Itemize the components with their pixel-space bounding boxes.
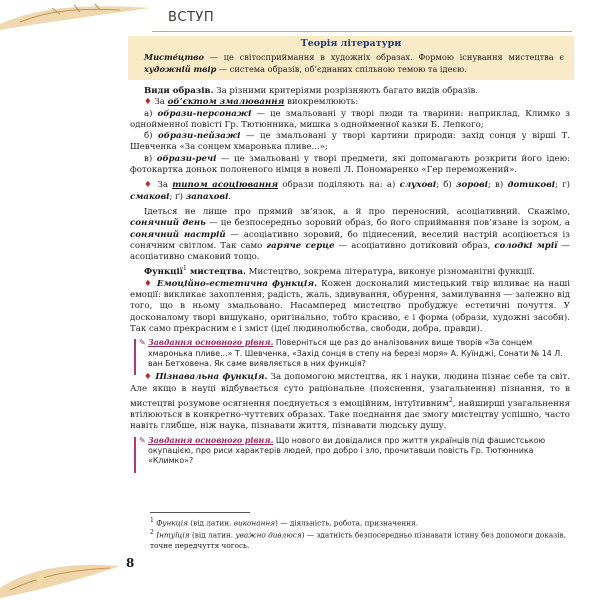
term-art: Мисте́цтво — [144, 52, 204, 62]
footnotes — [150, 516, 570, 551]
task-block: ✎ Завдання основного рівня. Що нового ви довідалися про життя українців під фашистською окупацією, про риси характерів людей, про добро і зло, прочитавши повість Гр. Тютюнника «Климко»? — [130, 436, 570, 467]
kinds-paragraph: Види образів. За різними критеріями розрізняють багато видів образів. — [144, 86, 479, 96]
header-divider — [152, 31, 572, 32]
list-item: б) образи-пейзажі — це змальовані у творі картини природи: захід сонця у вірші Т. Шевченка «За сонцем хмаронька пливе...»; — [130, 131, 570, 153]
diamond-bullet-icon: ♦ — [144, 372, 156, 383]
diamond-bullet-icon: ♦ — [144, 97, 152, 108]
by-object-paragraph: ♦ За об’єктом змалювання виокремлюють: — [144, 97, 359, 108]
diamond-bullet-icon: ♦ — [144, 180, 154, 191]
footnote-divider — [150, 512, 250, 513]
main-content — [130, 86, 570, 470]
section-title: ВСТУП — [168, 10, 215, 25]
page-number: 8 — [126, 556, 135, 570]
cognitive-function-paragraph: ♦ Пізнавальна функція. За допомогою мистецтва, як і науки, людина пізнає себе та світ. Але якщо в науці відбувається суто раціональне (пояснення, узагальнення) пізнання, то в мистецтві розумове осягнення поєднується з емоційним, інтуїтивним$^2$, найширші узагальнення втілюються в конкретно-чуттєвих образах. Таке поєднання дає змогу мистецтву успішно, часто навіть глибше, ніж наука, пізнавати життя, пізнавати людську душу. — [130, 372, 570, 432]
task-block: ✎ Завдання основного рівня. Поверніться ще раз до аналізованих вище творів «За сонцем хмаронька пливе...» Т. Шевченка, «Захід сонця в степу на березі моря» А. Куїнджі, Сонати № 14 Л. ван Бетховена. Як саме виявляється в них функція? — [130, 338, 570, 369]
theory-box-text: Мисте́цтво — це світосприймання в художніх образах. Формою існування мистецтва є художній твір — система образів, об’єднаних спільною темою та ідеєю. — [144, 52, 564, 74]
functions-paragraph: Функції$^1$ мистецтва. Мистецтво, зокрема література, виконує різноманітні функції. — [144, 265, 535, 278]
list-item: в) образи-речі — це змальовані у творі предмети, які допомагають розкрити його ідею: фотокартка доньок полоненого німця в новелі Л. Пономаренко «Гер переможений». — [130, 153, 570, 176]
theory-box-title: Теорія літератури — [300, 38, 402, 49]
pencil-icon: ✎ — [139, 338, 146, 348]
task-bar — [134, 437, 136, 473]
theory-box — [128, 36, 574, 80]
term-artwork: художній твір — [144, 64, 217, 74]
footnote: $^2$ Інтуїція (від латин. уважно дивлюся) — здатність безпосередньо пізнавати істину без допомоги доказів, точне передчуття чогось. — [150, 529, 566, 550]
task-bar — [134, 339, 136, 375]
footer-leaf-ornament-icon — [0, 548, 130, 600]
assoc-paragraph: ♦ За типом асоціювання образи поділяють на: а) слухові; б) зорові; в) дотикові; г) смакові; ґ) запахові. — [130, 180, 570, 202]
emotional-function-paragraph: ♦ Емоційно-естетична функція. Кожен досконалий мистецький твір впливає на наші емоції: викликає захоплення, радість, жаль, здивування, обурення, замилування — залежно від того, що в ньому змальовано. Насамперед мистецтво пробуджує естетичні почуття. У досконалому творі вишукано, оригінально, тобто красиво, є і форма (образи, художні засоби). Так само прекрасним є і зміст (ідеї людинолюбства, свободи, добра, правди). — [130, 278, 570, 334]
footnote: $^1$ Функція (від латин. виконання) — діяльність, робота, призначення. — [150, 517, 419, 528]
pencil-icon: ✎ — [139, 435, 146, 445]
assoc-explanation-paragraph: Ідеться не лише про прямий зв’язок, а й про переносний, асоціативний. Скажімо, сонячний день — це безпосередньо зоровий образ, бо його сприймання пов’язане із зором, а сонячний настрій — асоціативно зоровий, бо піднесений, веселий настрій асоціюється із сонячним світлом. Так само гаряче серце — асоціативно дотиковий образ, солодкі мрії — асоціативно смаковий тощо. — [130, 206, 570, 263]
list-item: а) образи-персонажі — це змальовані у творі люди та тварини: наприклад, Климко з однойменної повісті Гр. Тютюнника, мишка з однойменної казки Б. Лепкого; — [130, 108, 570, 130]
diamond-bullet-icon: ♦ — [144, 278, 157, 289]
header-leaf-ornament-icon — [0, 0, 160, 34]
